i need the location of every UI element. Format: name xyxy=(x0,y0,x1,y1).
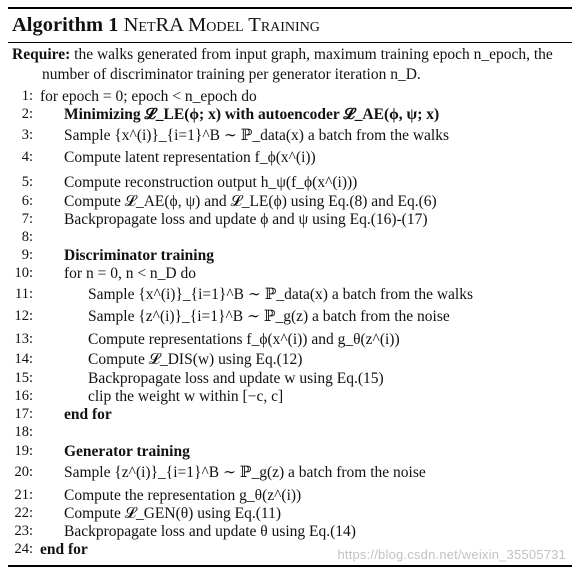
algorithm-line-22 xyxy=(0,504,580,523)
watermark: https://blog.csdn.net/weixin_35505731 xyxy=(337,547,566,562)
line-number: 23: xyxy=(14,523,33,539)
line-number: 15: xyxy=(14,370,33,386)
line-number: 8: xyxy=(21,229,33,245)
line-number: 21: xyxy=(14,487,33,503)
line-text: Sample {z^(i)}_{i=1}^B ∼ ℙ_g(z) a batch from the noise xyxy=(64,464,426,481)
algorithm-line-9 xyxy=(0,246,580,265)
line-text: Backpropagate loss and update θ using Eq.(14) xyxy=(64,523,356,540)
line-text: Sample {x^(i)}_{i=1}^B ∼ ℙ_data(x) a batch from the walks xyxy=(64,127,450,144)
line-number: 5: xyxy=(21,174,33,190)
title-rule xyxy=(8,42,572,43)
algorithm-line-2 xyxy=(0,105,580,124)
algorithm-line-1 xyxy=(0,87,580,106)
line-number: 22: xyxy=(14,505,33,521)
line-number: 13: xyxy=(14,331,33,347)
algorithm-line-20 xyxy=(0,463,580,482)
line-number: 1: xyxy=(21,88,33,104)
algorithm-line-3 xyxy=(0,126,580,145)
line-text: clip the weight w within [−c, c] xyxy=(88,388,284,405)
bottom-rule xyxy=(8,565,572,567)
line-number: 4: xyxy=(21,149,33,165)
require-text-line-2: number of discriminator training per generator iteration n_D. xyxy=(42,66,421,83)
algorithm-line-14 xyxy=(0,350,580,369)
line-number: 10: xyxy=(14,265,33,281)
algorithm-line-13 xyxy=(0,330,580,349)
algorithm-line-16 xyxy=(0,387,580,406)
algorithm-title xyxy=(12,12,320,38)
algorithm-line-6 xyxy=(0,192,580,211)
line-text: Compute 𝓛_AE(ϕ, ψ) and 𝓛_LE(ϕ) using Eq.(8) and Eq.(6) xyxy=(64,193,437,210)
line-number: 14: xyxy=(14,351,33,367)
line-number: 18: xyxy=(14,424,33,440)
line-number: 12: xyxy=(14,308,33,324)
algorithm-line-18 xyxy=(0,423,580,442)
algorithm-line-10 xyxy=(0,264,580,283)
line-number: 6: xyxy=(21,193,33,209)
line-number: 16: xyxy=(14,388,33,404)
require-label: Require: xyxy=(12,46,71,63)
line-number: 7: xyxy=(21,211,33,227)
line-text: for epoch = 0; epoch < n_epoch do xyxy=(40,88,257,105)
algorithm-line-17 xyxy=(0,405,580,424)
require-block xyxy=(12,45,568,85)
line-number: 3: xyxy=(21,127,33,143)
algorithm-line-7 xyxy=(0,210,580,229)
line-number: 19: xyxy=(14,443,33,459)
line-text: Sample {x^(i)}_{i=1}^B ∼ ℙ_data(x) a batch from the walks xyxy=(88,286,474,303)
line-text: end for xyxy=(40,541,88,558)
line-number: 17: xyxy=(14,406,33,422)
line-text: for n = 0, n < n_D do xyxy=(64,265,196,282)
line-text: end for xyxy=(64,406,112,423)
line-number: 24: xyxy=(14,541,33,557)
line-text: Minimizing 𝓛_LE(ϕ; x) with autoencoder 𝓛_AE(ϕ, ψ; x) xyxy=(64,106,440,123)
require-text-line-1: the walks generated from input graph, maximum training epoch n_epoch, the xyxy=(74,46,553,63)
algorithm-label: Algorithm 1 xyxy=(12,14,119,36)
line-text: Backpropagate loss and update ϕ and ψ using Eq.(16)-(17) xyxy=(64,211,428,228)
line-text: Sample {z^(i)}_{i=1}^B ∼ ℙ_g(z) a batch from the noise xyxy=(88,308,450,325)
line-number: 2: xyxy=(21,106,33,122)
algorithm-line-8 xyxy=(0,228,580,247)
line-text: Compute the representation g_θ(z^(i)) xyxy=(64,487,302,504)
line-text: Compute 𝓛_DIS(w) using Eq.(12) xyxy=(88,351,303,368)
algorithm-line-21 xyxy=(0,486,580,505)
section-heading: Discriminator training xyxy=(64,247,214,264)
line-number: 20: xyxy=(14,464,33,480)
algorithm-line-23 xyxy=(0,522,580,541)
line-text: Backpropagate loss and update w using Eq.(15) xyxy=(88,370,384,387)
algorithm-line-11 xyxy=(0,285,580,304)
line-text: Compute representations f_ϕ(x^(i)) and g_θ(z^(i)) xyxy=(88,331,400,348)
line-number: 9: xyxy=(21,247,33,263)
top-rule xyxy=(8,7,572,9)
algorithm-line-15 xyxy=(0,369,580,388)
algorithm-line-12 xyxy=(0,307,580,326)
line-text: Compute reconstruction output h_ψ(f_ϕ(x^(i))) xyxy=(64,174,358,191)
line-text: Compute 𝓛_GEN(θ) using Eq.(11) xyxy=(64,505,282,522)
section-heading: Generator training xyxy=(64,443,190,460)
line-number: 11: xyxy=(15,286,33,302)
algorithm-name: NetRA Model Training xyxy=(123,14,320,36)
algorithm-line-4 xyxy=(0,148,580,167)
algorithm-line-5 xyxy=(0,173,580,192)
algorithm-line-19 xyxy=(0,442,580,461)
line-text: Compute latent representation f_ϕ(x^(i)) xyxy=(64,149,316,166)
